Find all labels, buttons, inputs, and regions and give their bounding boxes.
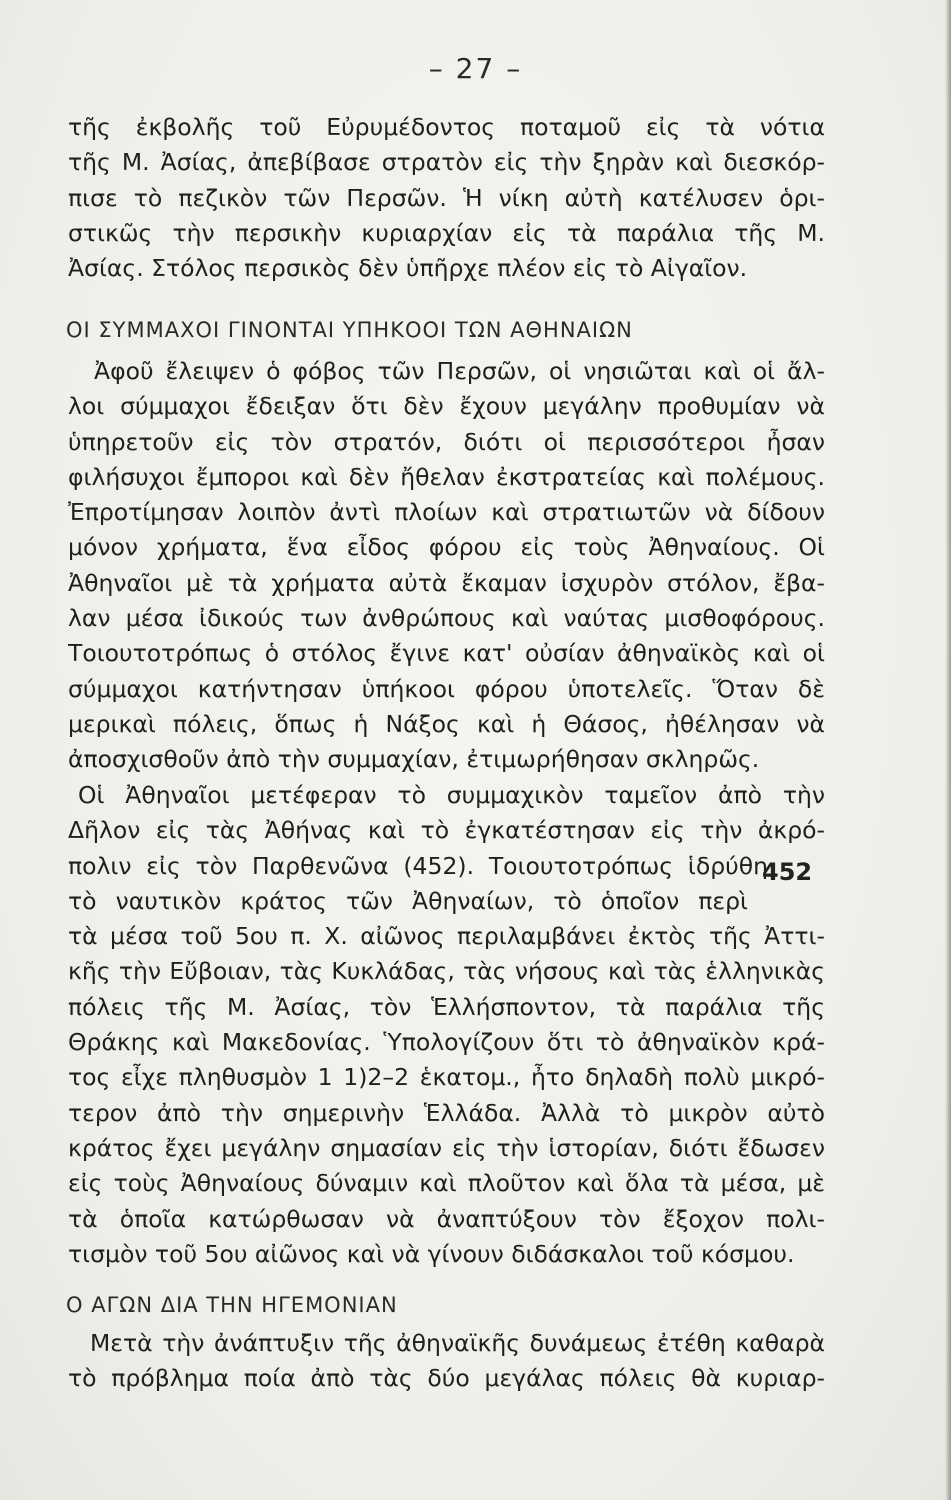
text-line: τερον ἀπὸ τὴν σημερινὴν Ἑλλάδα. Ἀλλὰ τὸ μικρὸν αὐτὸ — [68, 1098, 825, 1127]
text-line: κῆς τὴν Εὔβοιαν, τὰς Κυκλάδας, τὰς νήσους καὶ τὰς ἑλληνικὰς — [68, 957, 825, 986]
text-line: ἀποσχισθοῦν ἀπὸ τὴν συμμαχίαν, ἐτιμωρήθησαν σκληρῶς. — [68, 745, 760, 774]
text-line: Οἱ Ἀθηναῖοι μετέφεραν τὸ συμμαχικὸν ταμεῖον ἀπὸ τὴν — [78, 781, 825, 809]
text-line: Ἀφοῦ ἔλειψεν ὁ φόβος τῶν Περσῶν, οἱ νησιῶται καὶ οἱ ἄλ- — [94, 357, 825, 385]
text-line: Ἀθηναῖοι μὲ τὰ χρήματα αὐτὰ ἔκαμαν ἰσχυρὸν στόλον, ἔβα- — [68, 568, 825, 597]
text-line: τὸ πρόβλημα ποία ἀπὸ τὰς δύο μεγάλας πόλεις θὰ κυριαρ- — [68, 1364, 825, 1393]
text-line: μόνον χρήματα, ἕνα εἶδος φόρου εἰς τοὺς Ἀθηναίους. Οἱ — [68, 533, 825, 562]
text-line: στικῶς τὴν περσικὴν κυριαρχίαν εἰς τὰ παράλια τῆς Μ. — [68, 218, 825, 247]
text-line: εἰς τοὺς Ἀθηναίους δύναμιν καὶ πλοῦτον καὶ ὅλα τὰ μέσα, μὲ — [68, 1169, 825, 1198]
text-line: Δῆλον εἰς τὰς Ἀθήνας καὶ τὸ ἐγκατέστησαν εἰς τὴν ἀκρό- — [68, 816, 825, 845]
text-line: ὑπηρετοῦν εἰς τὸν στρατόν, διότι οἱ περισσότεροι ἦσαν — [68, 427, 825, 456]
text-line: τος εἶχε πληθυσμὸν 1 1)2–2 ἑκατομ., ἦτο δηλαδὴ πολὺ μικρό- — [68, 1063, 825, 1092]
text-line: τὸ ναυτικὸν κράτος τῶν Ἀθηναίων, τὸ ὁποῖον περὶ — [68, 886, 748, 915]
text-line: πισε τὸ πεζικὸν τῶν Περσῶν. Ἡ νίκη αὐτὴ κατέλυσεν ὁρι- — [68, 183, 825, 212]
text-line: κράτος ἔχει μεγάλην σημασίαν εἰς τὴν ἱστορίαν, διότι ἔδωσεν — [68, 1133, 825, 1162]
text-line: τῆς Μ. Ἀσίας, ἀπεβίβασε στρατὸν εἰς τὴν ξηρὰν καὶ διεσκόρ- — [68, 148, 825, 177]
text-line: μερικαὶ πόλεις, ὅπως ἡ Νάξος καὶ ἡ Θάσος, ἠθέλησαν νὰ — [68, 709, 825, 738]
page-edge-shadow — [945, 0, 951, 1500]
page-number: – 27 – — [428, 52, 523, 85]
text-line: πόλεις τῆς Μ. Ἀσίας, τὸν Ἑλλήσποντον, τὰ παράλια τῆς — [68, 992, 825, 1021]
text-line: τῆς ἐκβολῆς τοῦ Εὐρυμέδοντος ποταμοῦ εἰς τὰ νότια — [68, 113, 825, 141]
text-line: λαν μέσα ἰδικούς των ἀνθρώπους καὶ ναύτας μισθοφόρους. — [68, 604, 825, 633]
text-line: φιλήσυχοι ἔμποροι καὶ δὲν ἤθελαν ἐκστρατείας καὶ πολέμους. — [68, 462, 825, 491]
paragraph-2 — [68, 354, 825, 778]
text-line: Τοιουτοτρόπως ὁ στόλος ἔγινε κατ' οὐσίαν ἀθηναϊκὸς καὶ οἱ — [68, 639, 825, 668]
text-line: σύμμαχοι κατήντησαν ὑπήκοοι φόρου ὑποτελεῖς. Ὅταν δὲ — [68, 674, 825, 703]
section-heading-hegemony: Ο ΑΓΩΝ ΔΙΑ ΤΗΝ ΗΓΕΜΟΝΙΑΝ — [66, 1293, 398, 1317]
paragraph-4 — [68, 1326, 825, 1397]
section-heading-allies: ΟΙ ΣΥΜΜΑΧΟΙ ΓΙΝΟΝΤΑΙ ΥΠΗΚΟΟΙ ΤΩΝ ΑΘΗΝΑΙΩΝ — [66, 318, 633, 342]
text-line: τὰ μέσα τοῦ 5ου π. Χ. αἰῶνος περιλαμβάνει ἐκτὸς τῆς Ἀττι- — [68, 922, 825, 951]
text-line: Ἐπροτίμησαν λοιπὸν ἀντὶ πλοίων καὶ στρατιωτῶν νὰ δίδουν — [68, 498, 825, 527]
text-line: τὰ ὁποῖα κατώρθωσαν νὰ ἀναπτύξουν τὸν ἔξοχον πολι- — [68, 1204, 825, 1233]
text-line: Μετὰ τὴν ἀνάπτυξιν τῆς ἀθηναϊκῆς δυνάμεως ἐτέθη καθαρὰ — [90, 1329, 825, 1357]
margin-note-year: 452 — [762, 858, 813, 886]
text-line: τισμὸν τοῦ 5ου αἰῶνος καὶ νὰ γίνουν διδάσκαλοι τοῦ κόσμου. — [68, 1239, 795, 1268]
text-line: Θράκης καὶ Μακεδονίας. Ὑπολογίζουν ὅτι τὸ ἀθηναϊκὸν κρά- — [68, 1028, 825, 1057]
text-line: λοι σύμμαχοι ἔδειξαν ὅτι δὲν ἔχουν μεγάλην προθυμίαν νὰ — [68, 392, 825, 421]
paragraph-1 — [68, 110, 825, 286]
paragraph-3 — [68, 778, 825, 1272]
text-line: πολιν εἰς τὸν Παρθενῶνα (452). Τοιουτοτρόπως ἱδρύθη — [68, 851, 768, 880]
text-line: Ἀσίας. Στόλος περσικὸς δὲν ὑπῆρχε πλέον εἰς τὸ Αἰγαῖον. — [68, 254, 748, 283]
